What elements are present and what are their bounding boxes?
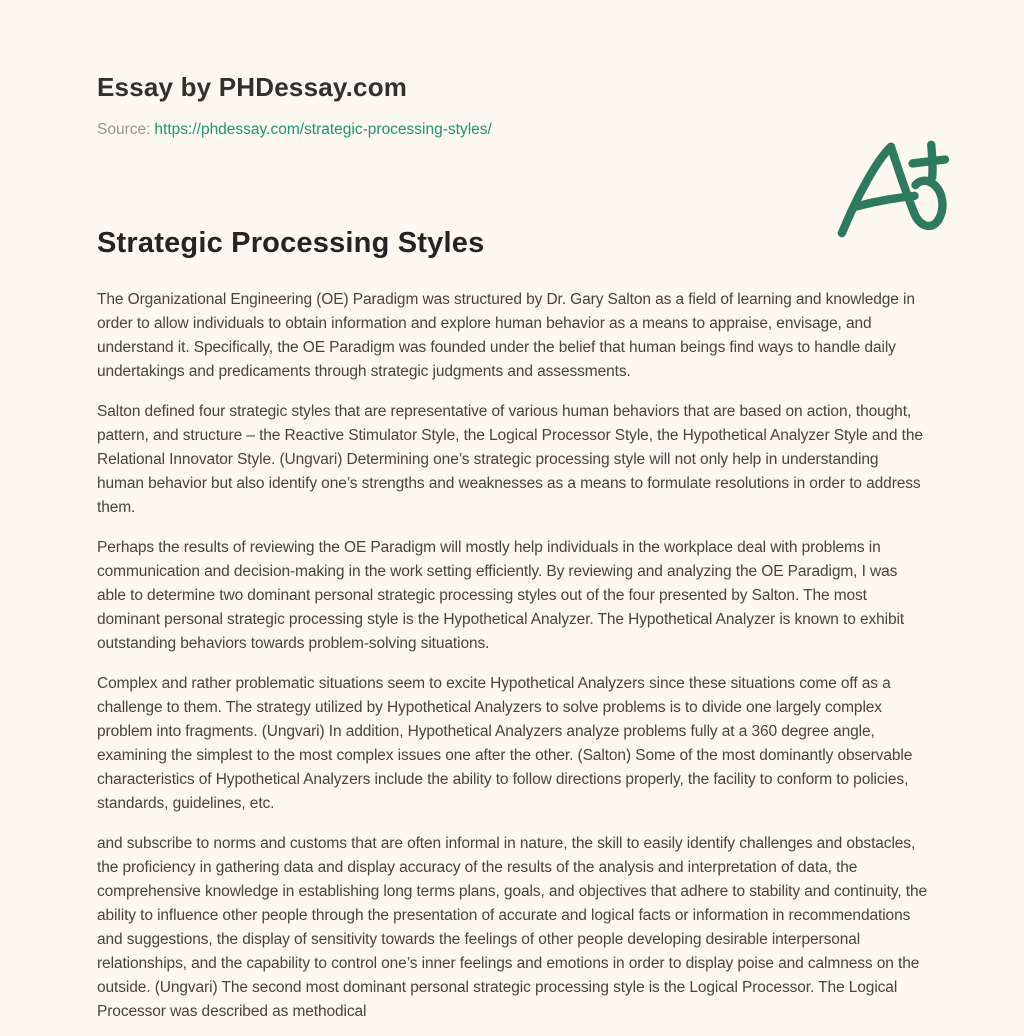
page-title: Essay by PHDessay.com [97,72,408,102]
paragraph-1: The Organizational Engineering (OE) Paradigm was structured by Dr. Gary Salton as a field of learning and knowledge in order to allow individuals to obtain information and explore human behavior as a means to appraise, envisage, and understand it. Specifically, the OE Paradigm was founded under the belief that human beings find ways to handle daily undertakings and predicaments through strategic judgments and assessments. [97,291,915,381]
paragraph-3: Perhaps the results of reviewing the OE Paradigm will mostly help individuals in the workplace deal with problems in communication and decision-making in the work setting efficiently. By reviewing and analyzing the OE Paradigm, I was able to determine two dominant personal strategic processing styles out of the four presented by Salton. The most dominant personal strategic processing style is the Hypothetical Analyzer. The Hypothetical Analyzer is known to exhibit outstanding behaviors towards problem-solving situations. [97,539,905,653]
essay-page [0,72,1024,1036]
source-label: Source: [97,121,151,139]
source-link[interactable]: https://phdessay.com/strategic-processing-styles/ [154,121,492,139]
paragraph-4: Complex and rather problematic situations seem to excite Hypothetical Analyzers since these situations come off as a challenge to them. The strategy utilized by Hypothetical Analyzers to solve problems is to divide one largely complex problem into fragments. (Ungvari) In addition, Hypothetical Analyzers analyze problems fully at a 360 degree angle, examining the simplest to the most complex issues one after the other. (Salton) Some of the most dominantly observable characteristics of Hypothetical Analyzers include the ability to follow directions properly, the facility to conform to policies, standards, guidelines, etc. [97,675,913,813]
article-body [97,288,927,1024]
article-title: Strategic Processing Styles [97,226,485,259]
a-plus-logo-icon [828,134,950,242]
paragraph-5: and subscribe to norms and customs that are often informal in nature, the skill to easily identify challenges and obstacles, the proficiency in gathering data and display accuracy of the results of the analysis and interpretation of data, the comprehensive knowledge in establishing long terms plans, goals, and objectives that adhere to stability and continuity, the ability to influence other people through the presentation of accurate and logical facts or information in recommendations and suggestions, the display of sensitivity towards the feelings of other people developing desirable interpersonal relationships, and the capability to control one’s inner feelings and emotions in order to display poise and calmness on the outside. (Ungvari) The second most dominant personal strategic processing style is the Logical Processor. The Logical Processor was described as methodical [97,835,927,1021]
paragraph-2: Salton defined four strategic styles that are representative of various human behaviors that are based on action, thought, pattern, and structure – the Reactive Stimulator Style, the Logical Processor Style, the Hypothetical Analyzer Style and the Relational Innovator Style. (Ungvari) Determining one’s strategic processing style will not only help in understanding human behavior but also identify one’s strengths and weaknesses as a means to formulate resolutions in order to address them. [97,403,923,517]
source-row [97,119,927,141]
